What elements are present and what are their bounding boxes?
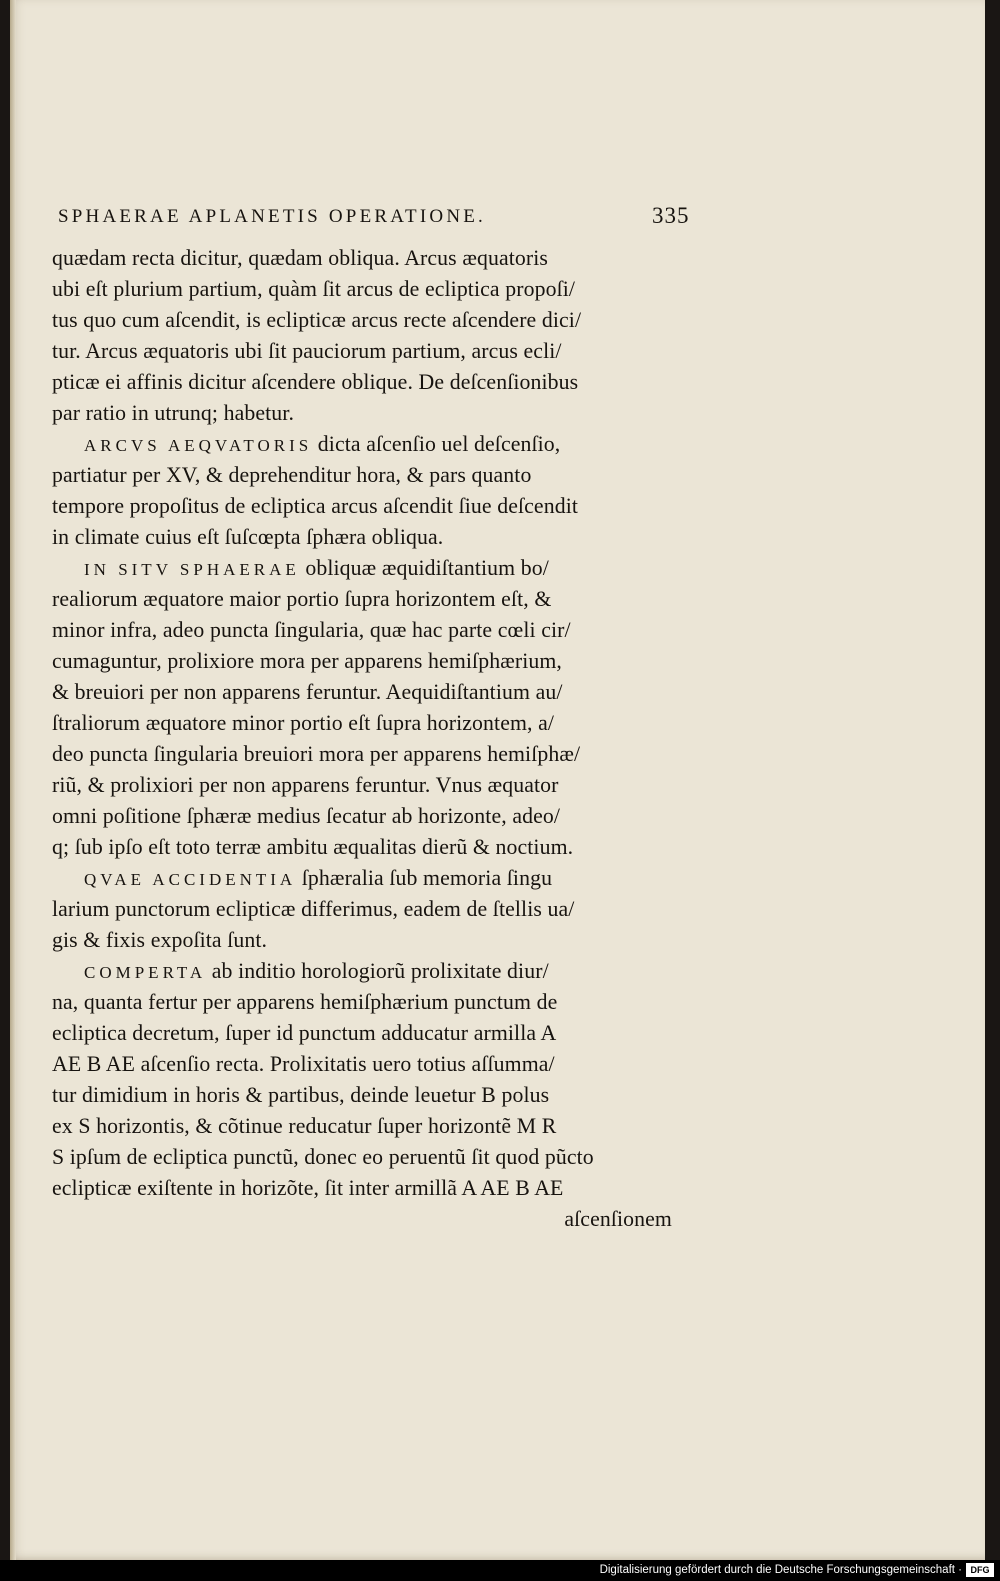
running-header [48, 203, 708, 236]
paragraph-first-line [52, 429, 672, 460]
text-line: tus quo cum aſcendit, is eclipticæ arcus recte aſcendere dici/ [52, 308, 582, 332]
text-line: na, quanta fertur per apparens hemiſphærium punctum de [52, 990, 558, 1014]
text-line: gis & fixis expoſita ſunt. [52, 928, 268, 952]
page-gutter-shadow [10, 0, 16, 1560]
text-line: riũ, & prolixiori per non apparens feruntur. Vnus æquator [52, 773, 559, 797]
text-line: realiorum æquatore maior portio ſupra horizontem eſt, & [52, 587, 552, 611]
text-fragment: ab inditio horologiorũ prolixitate diur/ [211, 959, 549, 983]
text-line: deo puncta ſingularia breuiori mora per apparens hemiſphæ/ [52, 742, 581, 766]
paragraph-first-line [52, 553, 672, 584]
text-fragment: dicta aſcenſio uel deſcenſio, [317, 432, 561, 456]
text-line: par ratio in utrunq; habetur. [52, 401, 294, 425]
footer-bar [0, 1560, 1000, 1581]
text-fragment: ſphæralia ſub memoria ſingu [301, 866, 553, 890]
text-line: in climate cuius eſt ſuſcœpta ſphæra obliqua. [52, 525, 444, 549]
paragraph-lead: ARCVS AEQVATORIS [84, 436, 313, 455]
text-line: ex S horizontis, & cõtinue reducatur ſuper horizontẽ M R [52, 1114, 557, 1138]
text-line: & breuiori per non apparens feruntur. Aequidiſtantium au/ [52, 680, 563, 704]
page-number: 335 [652, 203, 690, 228]
text-line: ecliptica decretum, ſuper id punctum adducatur armilla A [52, 1021, 557, 1045]
paragraph-first-line [52, 863, 672, 894]
paragraph-lead: COMPERTA [84, 963, 207, 982]
text-line: minor infra, adeo puncta ſingularia, quæ hac parte cœli cir/ [52, 618, 571, 642]
body-text [52, 243, 672, 1235]
funding-credit: Digitalisierung gefördert durch die Deutsche Forschungsgemeinschaft · [599, 1564, 962, 1576]
text-line: larium punctorum eclipticæ differimus, eadem de ſtellis ua/ [52, 897, 575, 921]
text-line: tur. Arcus æquatoris ubi ſit pauciorum partium, arcus ecli/ [52, 339, 562, 363]
text-line: AE B AE aſcenſio recta. Prolixitatis uero totius aſſumma/ [52, 1052, 555, 1076]
catchword: aſcenſionem [564, 1207, 672, 1231]
text-line: S ipſum de ecliptica punctũ, donec eo peruentũ ſit quod pũcto [52, 1145, 594, 1169]
text-line: quædam recta dicitur, quædam obliqua. Arcus æquatoris [52, 246, 548, 270]
text-line: ubi eſt plurium partium, quàm ſit arcus de ecliptica propoſi/ [52, 277, 576, 301]
paragraph-first-line [52, 956, 672, 987]
text-line: cumaguntur, prolixiore mora per apparens hemiſphærium, [52, 649, 562, 673]
running-title: SPHAERAE APLANETIS OPERATIONE. [58, 206, 486, 227]
text-line: q; ſub ipſo eſt toto terræ ambitu æqualitas dierũ & noctium. [52, 835, 574, 859]
text-line: omni poſitione ſphæræ medius ſecatur ab horizonte, adeo/ [52, 804, 561, 828]
book-page [10, 0, 985, 1560]
text-line: tur dimidium in horis & partibus, deinde leuetur B polus [52, 1083, 550, 1107]
text-line: partiatur per XV, & deprehenditur hora, & pars quanto [52, 463, 532, 487]
dfg-logo: DFG [966, 1563, 994, 1577]
text-line: eclipticæ exiſtente in horizõte, ſit inter armillã A AE B AE [52, 1176, 564, 1200]
text-fragment: obliquæ æquidiſtantium bo/ [305, 556, 549, 580]
paragraph-lead: QVAE ACCIDENTIA [84, 870, 297, 889]
text-line: ſtraliorum æquatore minor portio eſt ſupra horizontem, a/ [52, 711, 555, 735]
paragraph-lead: IN SITV SPHAERAE [84, 560, 300, 579]
text-line: pticæ ei affinis dicitur aſcendere oblique. De deſcenſionibus [52, 370, 579, 394]
text-line: tempore propoſitus de ecliptica arcus aſcendit ſiue deſcendit [52, 494, 578, 518]
